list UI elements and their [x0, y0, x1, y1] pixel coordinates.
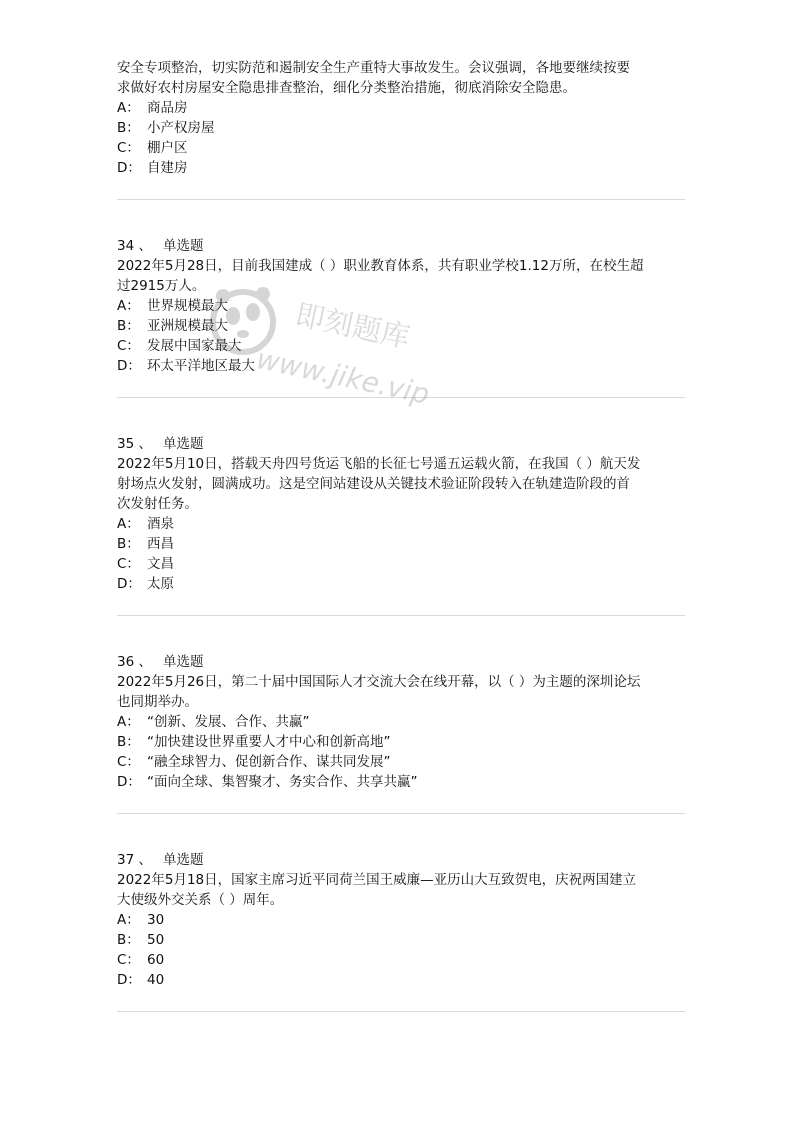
question-stem-line: 2022年5月28日，目前我国建成（ ）职业教育体系，共有职业学校1.12万所，在校生超	[117, 258, 644, 274]
option-a: A： 酒泉	[117, 516, 174, 532]
question-stem-line: 大使级外交关系（ ）周年。	[117, 892, 284, 908]
question-number: 34 、	[117, 238, 152, 254]
option-b: B： 西昌	[117, 536, 174, 552]
option-d: D： 环太平洋地区最大	[117, 358, 255, 374]
option-a: A： “创新、发展、合作、共赢”	[117, 714, 310, 730]
question-stem-line: 2022年5月26日，第二十届中国国际人才交流大会在线开幕，以（ ）为主题的深圳论坛	[117, 674, 641, 690]
option-d: D： 太原	[117, 576, 174, 592]
question-type: 单选题	[163, 654, 204, 670]
question-37	[117, 850, 685, 990]
option-a: A： 商品房	[117, 100, 188, 116]
question-number: 35 、	[117, 436, 152, 452]
question-number: 37 、	[117, 852, 152, 868]
option-a: A： 30	[117, 912, 165, 928]
question-type: 单选题	[163, 238, 204, 254]
document-page	[117, 58, 685, 1012]
option-c: C： 发展中国家最大	[117, 338, 242, 354]
question-stem-line: 2022年5月18日，国家主席习近平同荷兰国王威廉—亚历山大互致贺电，庆祝两国建立	[117, 872, 637, 888]
option-c: C： 棚户区	[117, 140, 188, 156]
question-stem-line: 次发射任务。	[117, 496, 198, 512]
option-a: A： 世界规模最大	[117, 298, 228, 314]
option-d: D： “面向全球、集智聚才、务实合作、共享共赢”	[117, 774, 418, 790]
watermark-url: www.jike.vip	[253, 342, 433, 411]
question-stem-line: 2022年5月10日，搭载天舟四号货运飞船的长征七号遥五运载火箭，在我国（ ）航天发	[117, 456, 641, 472]
divider	[117, 1011, 685, 1012]
question-stem-line: 过2915万人。	[117, 278, 206, 294]
option-c: C： “融全球智力、促创新合作、谋共同发展”	[117, 754, 391, 770]
option-b: B： 50	[117, 932, 165, 948]
question-stem-line: 也同期举办。	[117, 694, 198, 710]
option-b: B： 小产权房屋	[117, 120, 215, 136]
question-header	[117, 850, 685, 870]
option-c: C： 60	[117, 952, 165, 968]
question-header	[117, 434, 685, 454]
question-type: 单选题	[163, 436, 204, 452]
question-stem-line: 安全专项整治，切实防范和遏制安全生产重特大事故发生。会议强调，各地要继续按要	[117, 60, 630, 76]
option-b: B： 亚洲规模最大	[117, 318, 228, 334]
option-b: B： “加快建设世界重要人才中心和创新高地”	[117, 734, 391, 750]
question-35	[117, 434, 685, 594]
watermark-text-cn: 即刻题库	[292, 297, 413, 355]
question-type: 单选题	[163, 852, 204, 868]
option-c: C： 文昌	[117, 556, 174, 572]
question-number: 36 、	[117, 654, 152, 670]
option-d: D： 自建房	[117, 160, 188, 176]
question-header	[117, 236, 685, 256]
question-header	[117, 652, 685, 672]
option-d: D： 40	[117, 972, 165, 988]
question-36	[117, 652, 685, 792]
question-34	[117, 236, 685, 376]
question-stem-line: 射场点火发射，圆满成功。这是空间站建设从关键技术验证阶段转入在轨建造阶段的首	[117, 476, 630, 492]
question-stem-line: 求做好农村房屋安全隐患排查整治，细化分类整治措施，彻底消除安全隐患。	[117, 80, 576, 96]
question-33-continuation	[117, 58, 685, 178]
